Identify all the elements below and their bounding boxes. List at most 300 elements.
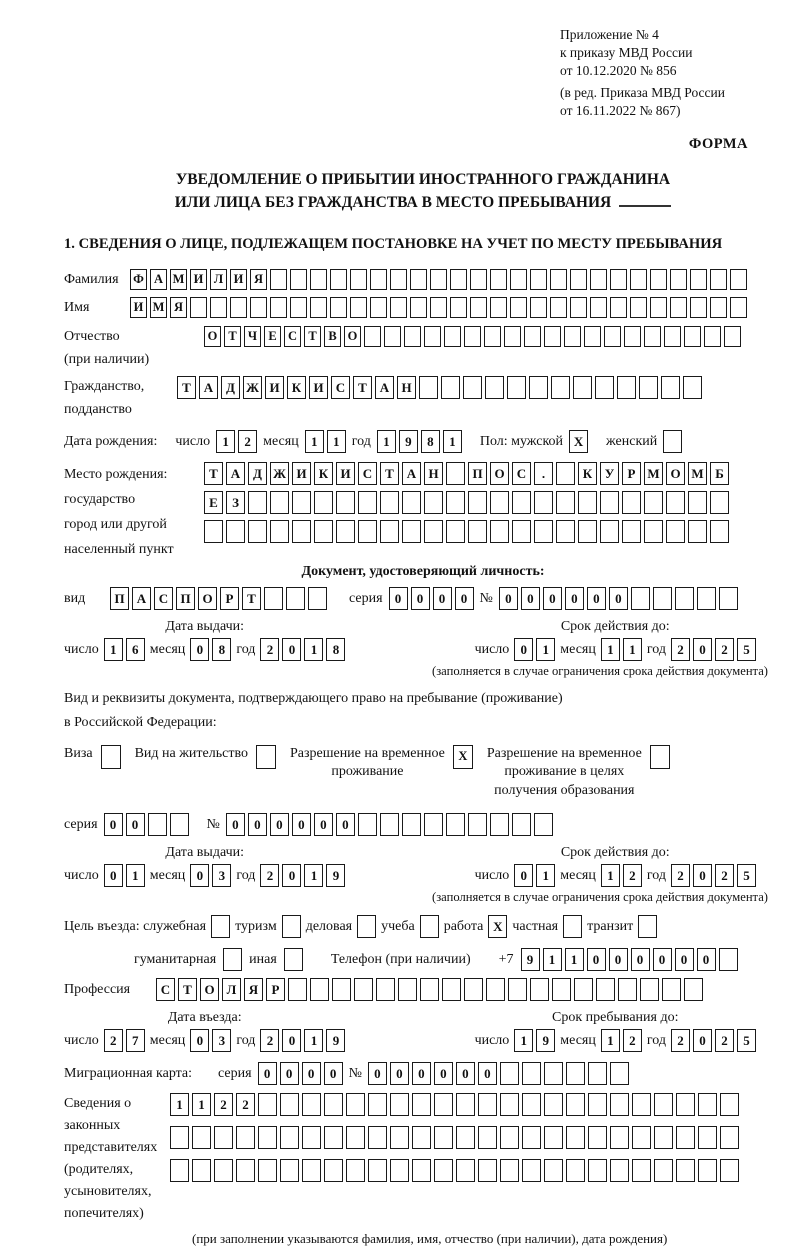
char-cell[interactable]	[470, 297, 487, 318]
char-cell[interactable]	[600, 491, 619, 514]
char-cell[interactable]	[346, 1126, 365, 1149]
char-cell[interactable]	[314, 520, 333, 543]
char-cell[interactable]	[730, 269, 747, 290]
char-cell[interactable]	[500, 1126, 519, 1149]
birth-place-cells-row1[interactable]	[204, 462, 729, 485]
char-cell[interactable]	[630, 297, 647, 318]
char-cell[interactable]	[551, 376, 570, 399]
char-cell[interactable]: П	[468, 462, 487, 485]
char-cell[interactable]	[676, 1093, 695, 1116]
char-cell[interactable]	[508, 978, 527, 1001]
stay-issue-year-cells[interactable]	[260, 864, 345, 887]
char-cell[interactable]	[630, 269, 647, 290]
char-cell[interactable]	[710, 491, 729, 514]
char-cell[interactable]: 1	[327, 430, 346, 453]
char-cell[interactable]: 1	[377, 430, 396, 453]
char-cell[interactable]	[578, 491, 597, 514]
char-cell[interactable]	[676, 1126, 695, 1149]
char-cell[interactable]	[288, 978, 307, 1001]
char-cell[interactable]: 0	[190, 864, 209, 887]
char-cell[interactable]: Р	[220, 587, 239, 610]
char-cell[interactable]: А	[402, 462, 421, 485]
char-cell[interactable]: 0	[190, 1029, 209, 1052]
doc-issue-year-cells[interactable]	[260, 638, 345, 661]
birth-year-cells[interactable]	[377, 430, 462, 453]
surname-cells[interactable]	[130, 269, 747, 290]
char-cell[interactable]: 8	[326, 638, 345, 661]
char-cell[interactable]	[510, 297, 527, 318]
char-cell[interactable]	[324, 1126, 343, 1149]
entry-month-cells[interactable]	[190, 1029, 231, 1052]
char-cell[interactable]: Т	[178, 978, 197, 1001]
char-cell[interactable]	[563, 915, 582, 938]
char-cell[interactable]: Л	[222, 978, 241, 1001]
char-cell[interactable]: Е	[204, 491, 223, 514]
char-cell[interactable]: 0	[412, 1062, 431, 1085]
char-cell[interactable]	[412, 1093, 431, 1116]
birth-day-cells[interactable]	[216, 430, 257, 453]
char-cell[interactable]	[570, 297, 587, 318]
char-cell[interactable]	[258, 1126, 277, 1149]
char-cell[interactable]: М	[150, 297, 167, 318]
char-cell[interactable]	[484, 326, 501, 347]
birth-month-cells[interactable]	[305, 430, 346, 453]
char-cell[interactable]: 0	[282, 638, 301, 661]
delovaya-checkbox[interactable]	[357, 915, 376, 938]
char-cell[interactable]	[390, 1126, 409, 1149]
char-cell[interactable]: 0	[126, 813, 145, 836]
char-cell[interactable]: 1	[304, 1029, 323, 1052]
char-cell[interactable]	[697, 587, 716, 610]
char-cell[interactable]: Д	[221, 376, 240, 399]
char-cell[interactable]	[354, 978, 373, 1001]
char-cell[interactable]	[486, 978, 505, 1001]
char-cell[interactable]: 1	[304, 864, 323, 887]
char-cell[interactable]	[424, 520, 443, 543]
entry-day-cells[interactable]	[104, 1029, 145, 1052]
char-cell[interactable]: А	[150, 269, 167, 290]
char-cell[interactable]	[230, 297, 247, 318]
char-cell[interactable]: Я	[250, 269, 267, 290]
char-cell[interactable]	[638, 915, 657, 938]
char-cell[interactable]	[302, 1093, 321, 1116]
char-cell[interactable]	[430, 269, 447, 290]
doc-valid-month-cells[interactable]	[601, 638, 642, 661]
char-cell[interactable]: 9	[399, 430, 418, 453]
char-cell[interactable]: 1	[170, 1093, 189, 1116]
ucheba-checkbox[interactable]	[420, 915, 439, 938]
char-cell[interactable]	[661, 376, 680, 399]
char-cell[interactable]: П	[176, 587, 195, 610]
char-cell[interactable]: 9	[536, 1029, 555, 1052]
stay-until-day-cells[interactable]	[514, 1029, 555, 1052]
char-cell[interactable]: С	[284, 326, 301, 347]
char-cell[interactable]	[530, 269, 547, 290]
char-cell[interactable]	[310, 297, 327, 318]
char-cell[interactable]: Е	[264, 326, 281, 347]
char-cell[interactable]: X	[488, 915, 507, 938]
char-cell[interactable]	[544, 1062, 563, 1085]
char-cell[interactable]	[719, 948, 738, 971]
char-cell[interactable]	[390, 1093, 409, 1116]
char-cell[interactable]: 1	[514, 1029, 533, 1052]
char-cell[interactable]	[490, 520, 509, 543]
char-cell[interactable]: 2	[671, 638, 690, 661]
visa-checkbox[interactable]	[101, 745, 121, 769]
char-cell[interactable]	[290, 297, 307, 318]
char-cell[interactable]	[566, 1093, 585, 1116]
char-cell[interactable]	[524, 326, 541, 347]
char-cell[interactable]: Р	[622, 462, 641, 485]
char-cell[interactable]	[588, 1093, 607, 1116]
char-cell[interactable]: X	[569, 430, 588, 453]
char-cell[interactable]	[653, 587, 672, 610]
char-cell[interactable]	[688, 520, 707, 543]
birth-place-cells-row3[interactable]	[204, 520, 729, 543]
char-cell[interactable]	[412, 1126, 431, 1149]
char-cell[interactable]: 0	[499, 587, 518, 610]
char-cell[interactable]	[264, 587, 283, 610]
char-cell[interactable]: 2	[260, 864, 279, 887]
char-cell[interactable]	[358, 491, 377, 514]
char-cell[interactable]	[292, 491, 311, 514]
char-cell[interactable]: 9	[521, 948, 540, 971]
char-cell[interactable]: 0	[693, 864, 712, 887]
phone-cells[interactable]	[521, 948, 738, 971]
char-cell[interactable]	[380, 813, 399, 836]
char-cell[interactable]	[530, 978, 549, 1001]
doc-type-cells[interactable]	[110, 587, 327, 610]
char-cell[interactable]	[368, 1093, 387, 1116]
char-cell[interactable]: О	[198, 587, 217, 610]
char-cell[interactable]: 2	[671, 864, 690, 887]
char-cell[interactable]: И	[190, 269, 207, 290]
char-cell[interactable]	[324, 1093, 343, 1116]
char-cell[interactable]	[588, 1126, 607, 1149]
char-cell[interactable]	[610, 297, 627, 318]
char-cell[interactable]: 1	[543, 948, 562, 971]
char-cell[interactable]	[522, 1062, 541, 1085]
char-cell[interactable]: 0	[565, 587, 584, 610]
char-cell[interactable]: И	[265, 376, 284, 399]
char-cell[interactable]	[644, 491, 663, 514]
residence-permit-checkbox[interactable]	[256, 745, 276, 769]
char-cell[interactable]: Т	[177, 376, 196, 399]
char-cell[interactable]	[654, 1126, 673, 1149]
char-cell[interactable]	[441, 376, 460, 399]
char-cell[interactable]	[290, 269, 307, 290]
char-cell[interactable]	[512, 491, 531, 514]
char-cell[interactable]: 2	[671, 1029, 690, 1052]
char-cell[interactable]: 0	[433, 587, 452, 610]
char-cell[interactable]: 0	[104, 864, 123, 887]
char-cell[interactable]	[370, 297, 387, 318]
male-checkbox[interactable]	[569, 430, 588, 453]
char-cell[interactable]	[380, 520, 399, 543]
char-cell[interactable]	[720, 1093, 739, 1116]
doc-series-cells[interactable]	[389, 587, 474, 610]
char-cell[interactable]: Ж	[243, 376, 262, 399]
stay-issue-month-cells[interactable]	[190, 864, 231, 887]
char-cell[interactable]: С	[358, 462, 377, 485]
char-cell[interactable]	[280, 1093, 299, 1116]
char-cell[interactable]	[670, 297, 687, 318]
char-cell[interactable]: Н	[397, 376, 416, 399]
char-cell[interactable]	[402, 813, 421, 836]
char-cell[interactable]	[346, 1093, 365, 1116]
char-cell[interactable]	[270, 491, 289, 514]
char-cell[interactable]: 0	[368, 1062, 387, 1085]
inaya-checkbox[interactable]	[284, 948, 303, 971]
char-cell[interactable]	[596, 978, 615, 1001]
char-cell[interactable]: М	[644, 462, 663, 485]
char-cell[interactable]	[226, 520, 245, 543]
char-cell[interactable]: 0	[336, 813, 355, 836]
char-cell[interactable]	[529, 376, 548, 399]
char-cell[interactable]: О	[200, 978, 219, 1001]
char-cell[interactable]	[308, 587, 327, 610]
char-cell[interactable]: 2	[104, 1029, 123, 1052]
char-cell[interactable]: 0	[411, 587, 430, 610]
char-cell[interactable]	[410, 269, 427, 290]
char-cell[interactable]: Р	[266, 978, 285, 1001]
char-cell[interactable]	[330, 297, 347, 318]
char-cell[interactable]	[376, 978, 395, 1001]
char-cell[interactable]: 0	[390, 1062, 409, 1085]
char-cell[interactable]	[464, 978, 483, 1001]
char-cell[interactable]	[485, 376, 504, 399]
char-cell[interactable]	[468, 491, 487, 514]
birth-place-cells-row2[interactable]	[204, 491, 729, 514]
chastnaya-checkbox[interactable]	[563, 915, 582, 938]
char-cell[interactable]	[500, 1093, 519, 1116]
char-cell[interactable]	[101, 745, 121, 769]
char-cell[interactable]	[622, 520, 641, 543]
char-cell[interactable]: О	[204, 326, 221, 347]
char-cell[interactable]	[698, 1126, 717, 1149]
char-cell[interactable]	[663, 430, 682, 453]
entry-year-cells[interactable]	[260, 1029, 345, 1052]
char-cell[interactable]	[550, 269, 567, 290]
stay-until-month-cells[interactable]	[601, 1029, 642, 1052]
stay-issue-day-cells[interactable]	[104, 864, 145, 887]
char-cell[interactable]	[584, 326, 601, 347]
char-cell[interactable]	[644, 520, 663, 543]
char-cell[interactable]: Т	[380, 462, 399, 485]
char-cell[interactable]: С	[156, 978, 175, 1001]
char-cell[interactable]	[664, 326, 681, 347]
char-cell[interactable]	[402, 491, 421, 514]
char-cell[interactable]	[556, 462, 575, 485]
char-cell[interactable]	[292, 520, 311, 543]
char-cell[interactable]: 0	[190, 638, 209, 661]
char-cell[interactable]	[258, 1093, 277, 1116]
char-cell[interactable]: И	[230, 269, 247, 290]
char-cell[interactable]: В	[324, 326, 341, 347]
char-cell[interactable]	[384, 326, 401, 347]
char-cell[interactable]	[522, 1126, 541, 1149]
char-cell[interactable]	[446, 491, 465, 514]
char-cell[interactable]: 2	[715, 864, 734, 887]
char-cell[interactable]	[650, 297, 667, 318]
char-cell[interactable]	[358, 520, 377, 543]
char-cell[interactable]	[330, 269, 347, 290]
char-cell[interactable]: 2	[260, 1029, 279, 1052]
stay-series-cells[interactable]	[104, 813, 189, 836]
char-cell[interactable]: 0	[609, 948, 628, 971]
char-cell[interactable]: 0	[514, 864, 533, 887]
turizm-checkbox[interactable]	[282, 915, 301, 938]
doc-issue-month-cells[interactable]	[190, 638, 231, 661]
char-cell[interactable]	[595, 376, 614, 399]
char-cell[interactable]	[578, 520, 597, 543]
char-cell[interactable]	[720, 1126, 739, 1149]
char-cell[interactable]	[570, 269, 587, 290]
char-cell[interactable]: 0	[434, 1062, 453, 1085]
char-cell[interactable]	[314, 491, 333, 514]
rabota-checkbox[interactable]	[488, 915, 507, 938]
char-cell[interactable]: У	[600, 462, 619, 485]
char-cell[interactable]	[284, 948, 303, 971]
char-cell[interactable]	[410, 297, 427, 318]
char-cell[interactable]	[350, 297, 367, 318]
char-cell[interactable]	[544, 1093, 563, 1116]
char-cell[interactable]: А	[132, 587, 151, 610]
char-cell[interactable]: 1	[601, 1029, 620, 1052]
char-cell[interactable]	[357, 915, 376, 938]
char-cell[interactable]: 0	[258, 1062, 277, 1085]
temp-residence-edu-checkbox[interactable]	[650, 745, 670, 769]
char-cell[interactable]: Т	[224, 326, 241, 347]
char-cell[interactable]: 5	[737, 1029, 756, 1052]
char-cell[interactable]: Я	[170, 297, 187, 318]
char-cell[interactable]: 2	[715, 638, 734, 661]
char-cell[interactable]	[370, 269, 387, 290]
char-cell[interactable]: 0	[282, 1029, 301, 1052]
char-cell[interactable]	[310, 269, 327, 290]
char-cell[interactable]	[534, 491, 553, 514]
char-cell[interactable]: 0	[653, 948, 672, 971]
char-cell[interactable]: И	[336, 462, 355, 485]
char-cell[interactable]: 0	[324, 1062, 343, 1085]
char-cell[interactable]	[170, 1126, 189, 1149]
char-cell[interactable]	[670, 269, 687, 290]
char-cell[interactable]	[402, 520, 421, 543]
char-cell[interactable]: 2	[238, 430, 257, 453]
char-cell[interactable]: О	[666, 462, 685, 485]
char-cell[interactable]: И	[130, 297, 147, 318]
char-cell[interactable]: 0	[280, 1062, 299, 1085]
char-cell[interactable]	[690, 269, 707, 290]
char-cell[interactable]: О	[490, 462, 509, 485]
char-cell[interactable]	[256, 745, 276, 769]
char-cell[interactable]: 1	[305, 430, 324, 453]
char-cell[interactable]	[282, 915, 301, 938]
char-cell[interactable]: А	[226, 462, 245, 485]
char-cell[interactable]	[368, 1126, 387, 1149]
char-cell[interactable]	[631, 587, 650, 610]
char-cell[interactable]: Ч	[244, 326, 261, 347]
stay-valid-month-cells[interactable]	[601, 864, 642, 887]
char-cell[interactable]	[564, 326, 581, 347]
char-cell[interactable]: 1	[126, 864, 145, 887]
char-cell[interactable]: 1	[601, 864, 620, 887]
char-cell[interactable]: Т	[353, 376, 372, 399]
stay-valid-day-cells[interactable]	[514, 864, 555, 887]
char-cell[interactable]: 1	[216, 430, 235, 453]
char-cell[interactable]	[148, 813, 167, 836]
char-cell[interactable]: П	[110, 587, 129, 610]
char-cell[interactable]: И	[309, 376, 328, 399]
char-cell[interactable]	[490, 491, 509, 514]
char-cell[interactable]: 9	[326, 864, 345, 887]
char-cell[interactable]	[490, 269, 507, 290]
char-cell[interactable]	[710, 269, 727, 290]
char-cell[interactable]: 0	[693, 638, 712, 661]
char-cell[interactable]: 0	[270, 813, 289, 836]
gumanitarnaya-checkbox[interactable]	[223, 948, 242, 971]
char-cell[interactable]: 5	[737, 638, 756, 661]
char-cell[interactable]: 3	[212, 1029, 231, 1052]
char-cell[interactable]: 2	[715, 1029, 734, 1052]
char-cell[interactable]	[332, 978, 351, 1001]
char-cell[interactable]: 2	[214, 1093, 233, 1116]
char-cell[interactable]	[534, 520, 553, 543]
char-cell[interactable]	[512, 813, 531, 836]
char-cell[interactable]	[420, 915, 439, 938]
char-cell[interactable]	[456, 1126, 475, 1149]
char-cell[interactable]	[500, 1062, 519, 1085]
char-cell[interactable]: 0	[226, 813, 245, 836]
char-cell[interactable]: 1	[304, 638, 323, 661]
char-cell[interactable]: 5	[737, 864, 756, 887]
char-cell[interactable]	[424, 326, 441, 347]
char-cell[interactable]	[468, 520, 487, 543]
char-cell[interactable]	[446, 813, 465, 836]
char-cell[interactable]	[690, 297, 707, 318]
char-cell[interactable]	[214, 1126, 233, 1149]
char-cell[interactable]: Т	[242, 587, 261, 610]
char-cell[interactable]	[468, 813, 487, 836]
char-cell[interactable]	[688, 491, 707, 514]
char-cell[interactable]	[280, 1126, 299, 1149]
char-cell[interactable]	[624, 326, 641, 347]
char-cell[interactable]	[450, 269, 467, 290]
migration-series-cells[interactable]	[258, 1062, 343, 1085]
doc-number-cells[interactable]	[499, 587, 738, 610]
char-cell[interactable]	[350, 269, 367, 290]
char-cell[interactable]: К	[287, 376, 306, 399]
char-cell[interactable]: К	[578, 462, 597, 485]
char-cell[interactable]	[573, 376, 592, 399]
char-cell[interactable]: Б	[710, 462, 729, 485]
char-cell[interactable]: Т	[204, 462, 223, 485]
char-cell[interactable]	[666, 520, 685, 543]
char-cell[interactable]: 0	[521, 587, 540, 610]
char-cell[interactable]	[556, 491, 575, 514]
char-cell[interactable]	[684, 978, 703, 1001]
char-cell[interactable]	[610, 269, 627, 290]
female-checkbox[interactable]	[663, 430, 682, 453]
char-cell[interactable]	[364, 326, 381, 347]
char-cell[interactable]	[610, 1062, 629, 1085]
char-cell[interactable]	[588, 1062, 607, 1085]
temp-residence-checkbox[interactable]	[453, 745, 473, 769]
char-cell[interactable]	[302, 1126, 321, 1149]
char-cell[interactable]	[190, 297, 207, 318]
char-cell[interactable]	[430, 297, 447, 318]
char-cell[interactable]: С	[512, 462, 531, 485]
